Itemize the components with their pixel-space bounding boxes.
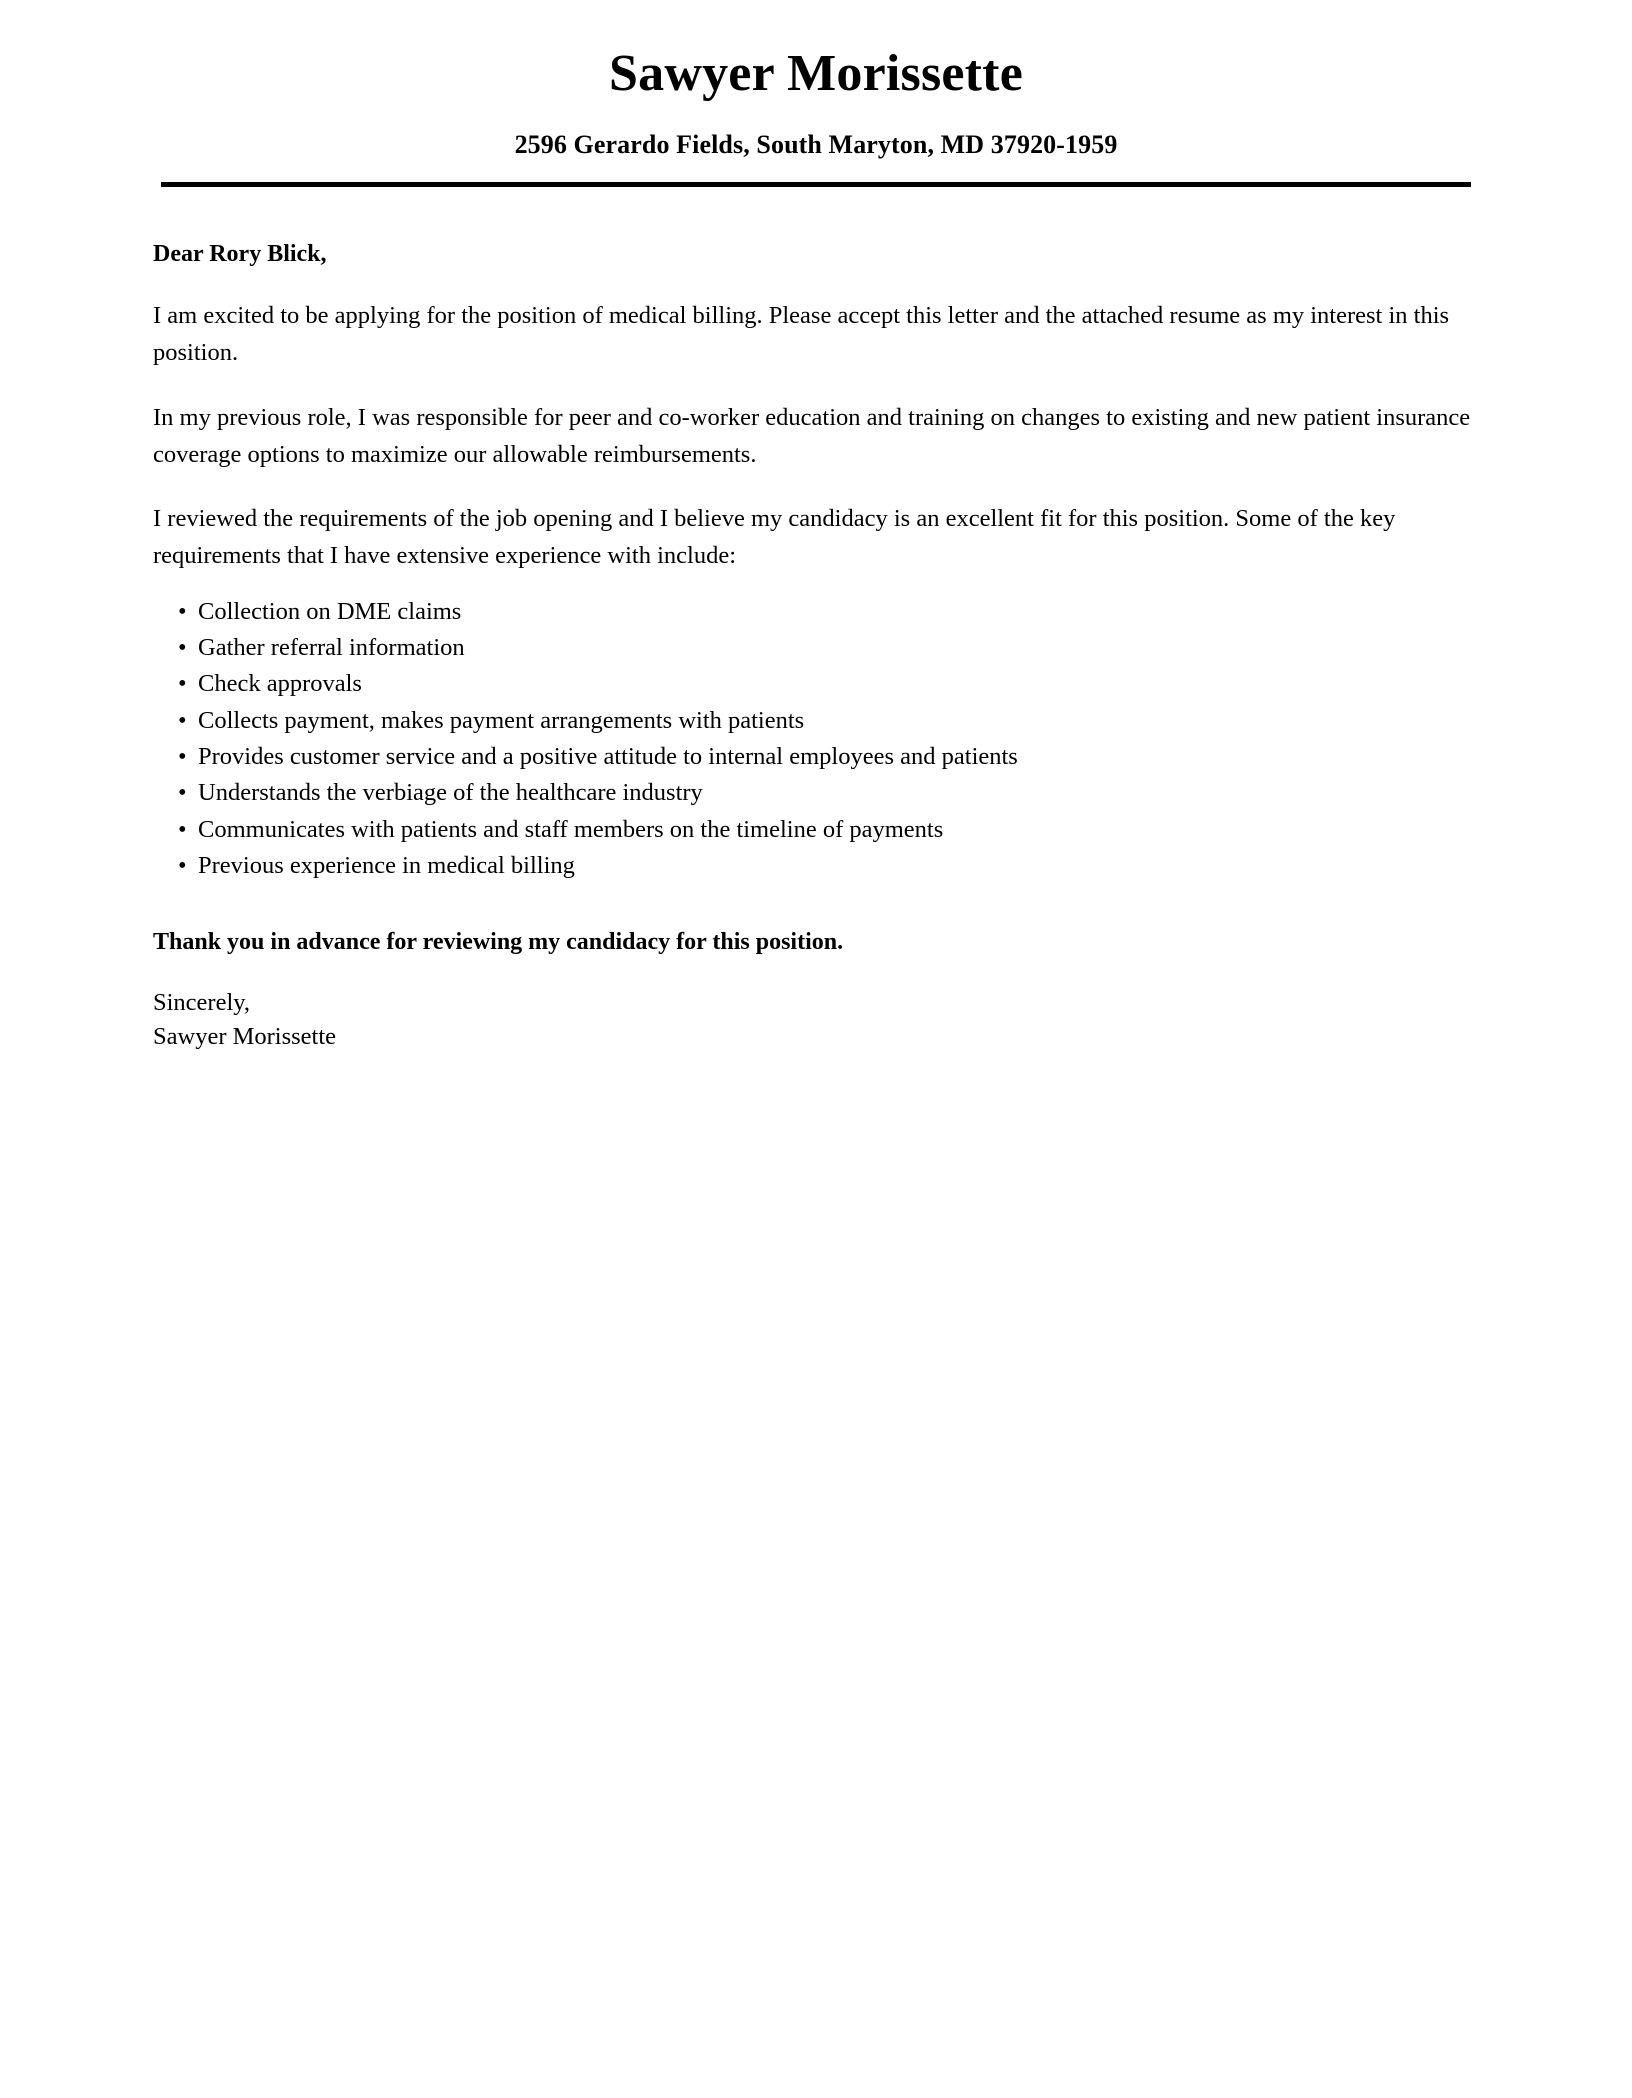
applicant-name: Sawyer Morissette xyxy=(609,45,1023,102)
list-item xyxy=(153,742,1472,778)
letter-body xyxy=(0,187,1632,1054)
signature-name: Sawyer Morissette xyxy=(153,1022,337,1050)
list-item-label: Collection on DME claims xyxy=(198,597,462,625)
list-item xyxy=(153,706,1472,742)
requirements-list xyxy=(153,575,1472,888)
list-item xyxy=(153,633,1472,669)
bullet-icon: • xyxy=(178,852,187,880)
letter-paragraph-experience: In my previous role, I was responsible for peer and co-worker education and training on changes to existing and new patient insurance coverage options to maximize our allowable reimbursements. xyxy=(153,403,1471,468)
letter-paragraph-requirements-intro: I reviewed the requirements of the job opening and I believe my candidacy is an excellent fit for this position. Some of the key requirements that I have extensive experience with include: xyxy=(153,505,1396,570)
list-item-label: Previous experience in medical billing xyxy=(198,852,575,880)
list-item-label: Communicates with patients and staff members on the timeline of payments xyxy=(198,815,944,843)
letterhead xyxy=(0,0,1632,187)
list-item xyxy=(153,669,1472,705)
salutation: Dear Rory Blick, xyxy=(153,240,327,267)
bullet-icon: • xyxy=(178,597,187,625)
list-item-label: Provides customer service and a positive attitude to internal employees and patients xyxy=(198,743,1018,771)
letter-paragraph-intro: I am excited to be applying for the position of medical billing. Please accept this letter and the attached resume as my interest in this position. xyxy=(153,302,1450,367)
list-item-label: Collects payment, makes payment arrangements with patients xyxy=(198,706,805,734)
closing-thanks: Thank you in advance for reviewing my candidacy for this position. xyxy=(153,928,844,955)
list-item-label: Gather referral information xyxy=(198,633,465,661)
list-item xyxy=(153,778,1472,814)
bullet-icon: • xyxy=(178,670,187,698)
list-item xyxy=(153,851,1472,887)
bullet-icon: • xyxy=(178,779,187,807)
applicant-address: 2596 Gerardo Fields, South Maryton, MD 37920-1959 xyxy=(514,129,1118,159)
list-item xyxy=(153,815,1472,851)
list-item-label: Understands the verbiage of the healthcare industry xyxy=(198,779,703,807)
signoff-block xyxy=(153,958,1472,1054)
bullet-icon: • xyxy=(178,815,187,843)
bullet-icon: • xyxy=(178,633,187,661)
list-item-label: Check approvals xyxy=(198,670,362,698)
bullet-icon: • xyxy=(178,706,187,734)
list-item xyxy=(153,597,1472,633)
signoff-salutation: Sincerely, xyxy=(153,988,251,1016)
bullet-icon: • xyxy=(178,743,187,771)
